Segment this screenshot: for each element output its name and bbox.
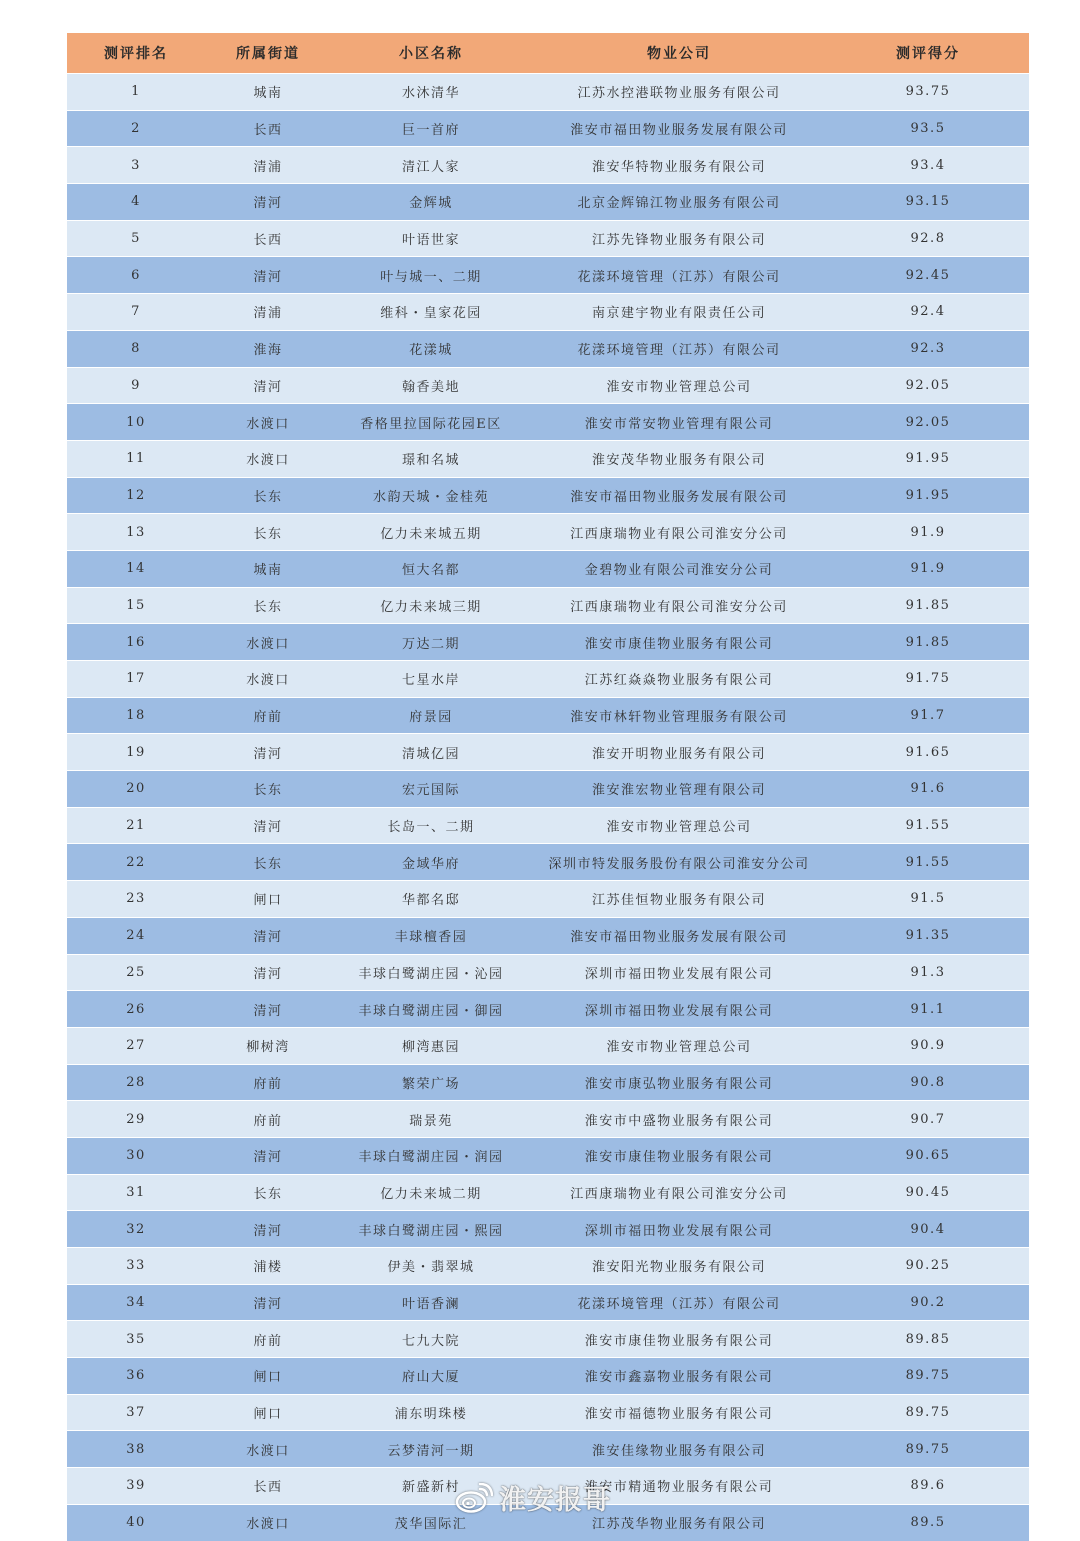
cell-company: 江苏先锋物业服务有限公司 (531, 220, 827, 257)
cell-street: 清河 (205, 1137, 331, 1174)
cell-street: 长东 (205, 514, 331, 551)
cell-rank: 17 (67, 661, 205, 698)
cell-rank: 14 (67, 550, 205, 587)
cell-rank: 24 (67, 917, 205, 954)
cell-company: 淮安市康弘物业服务有限公司 (531, 1064, 827, 1101)
cell-company: 金碧物业有限公司淮安分公司 (531, 550, 827, 587)
table-row (67, 330, 1029, 367)
table-row (67, 661, 1029, 698)
cell-score: 90.2 (827, 1284, 1029, 1321)
cell-street: 长东 (205, 771, 331, 808)
cell-rank: 11 (67, 440, 205, 477)
table-row (67, 1137, 1029, 1174)
table-row (67, 1211, 1029, 1248)
cell-street: 清河 (205, 1211, 331, 1248)
cell-street: 长东 (205, 1174, 331, 1211)
cell-company: 淮安佳缘物业服务有限公司 (531, 1431, 827, 1468)
cell-score: 93.4 (827, 147, 1029, 184)
cell-street: 水渡口 (205, 440, 331, 477)
cell-rank: 31 (67, 1174, 205, 1211)
cell-score: 90.25 (827, 1248, 1029, 1285)
cell-community: 叶语香澜 (331, 1284, 531, 1321)
cell-street: 府前 (205, 1321, 331, 1358)
cell-company: 花漾环境管理（江苏）有限公司 (531, 257, 827, 294)
cell-score: 91.35 (827, 917, 1029, 954)
cell-community: 巨一首府 (331, 110, 531, 147)
cell-company: 淮安市鑫嘉物业服务有限公司 (531, 1358, 827, 1395)
cell-street: 清河 (205, 184, 331, 221)
cell-street: 长西 (205, 1468, 331, 1505)
cell-street: 长东 (205, 844, 331, 881)
cell-company: 淮安市福田物业服务发展有限公司 (531, 917, 827, 954)
cell-company: 江苏水控港联物业服务有限公司 (531, 74, 827, 111)
cell-street: 水渡口 (205, 624, 331, 661)
cell-street: 清河 (205, 734, 331, 771)
cell-rank: 4 (67, 184, 205, 221)
cell-company: 北京金辉锦江物业服务有限公司 (531, 184, 827, 221)
cell-rank: 8 (67, 330, 205, 367)
cell-street: 府前 (205, 1064, 331, 1101)
cell-community: 亿力未来城三期 (331, 587, 531, 624)
cell-score: 93.5 (827, 110, 1029, 147)
cell-company: 淮安淮宏物业管理有限公司 (531, 771, 827, 808)
cell-street: 闸口 (205, 881, 331, 918)
cell-rank: 15 (67, 587, 205, 624)
cell-community: 府山大厦 (331, 1358, 531, 1395)
table-row (67, 844, 1029, 881)
cell-street: 闸口 (205, 1394, 331, 1431)
cell-company: 江西康瑞物业有限公司淮安分公司 (531, 1174, 827, 1211)
cell-community: 恒大名都 (331, 550, 531, 587)
cell-community: 七九大院 (331, 1321, 531, 1358)
cell-score: 92.05 (827, 367, 1029, 404)
cell-company: 深圳市福田物业发展有限公司 (531, 991, 827, 1028)
table-header-row (67, 33, 1029, 74)
cell-score: 91.85 (827, 624, 1029, 661)
cell-community: 繁荣广场 (331, 1064, 531, 1101)
cell-score: 91.6 (827, 771, 1029, 808)
table-row (67, 771, 1029, 808)
cell-community: 柳湾惠园 (331, 1027, 531, 1064)
cell-rank: 30 (67, 1137, 205, 1174)
cell-rank: 6 (67, 257, 205, 294)
cell-company: 淮安市福德物业服务有限公司 (531, 1394, 827, 1431)
cell-company: 淮安市福田物业服务发展有限公司 (531, 477, 827, 514)
table-row (67, 1468, 1029, 1505)
cell-community: 新盛新村 (331, 1468, 531, 1505)
cell-rank: 19 (67, 734, 205, 771)
cell-street: 清河 (205, 991, 331, 1028)
cell-rank: 3 (67, 147, 205, 184)
cell-rank: 26 (67, 991, 205, 1028)
cell-community: 府景园 (331, 697, 531, 734)
cell-community: 丰球白鹭湖庄园・沁园 (331, 954, 531, 991)
cell-company: 江苏佳恒物业服务有限公司 (531, 881, 827, 918)
cell-company: 南京建宇物业有限责任公司 (531, 294, 827, 331)
cell-rank: 10 (67, 404, 205, 441)
cell-score: 91.75 (827, 661, 1029, 698)
header-street: 所属街道 (205, 33, 331, 74)
cell-score: 89.75 (827, 1394, 1029, 1431)
table-row (67, 440, 1029, 477)
cell-community: 丰球白鹭湖庄园・润园 (331, 1137, 531, 1174)
cell-score: 91.95 (827, 477, 1029, 514)
cell-rank: 35 (67, 1321, 205, 1358)
cell-street: 淮海 (205, 330, 331, 367)
table-row (67, 881, 1029, 918)
cell-community: 维科・皇家花园 (331, 294, 531, 331)
cell-community: 丰球白鹭湖庄园・熙园 (331, 1211, 531, 1248)
cell-street: 清河 (205, 1284, 331, 1321)
cell-rank: 22 (67, 844, 205, 881)
cell-company: 淮安市康佳物业服务有限公司 (531, 1321, 827, 1358)
cell-score: 91.65 (827, 734, 1029, 771)
cell-rank: 16 (67, 624, 205, 661)
table-row (67, 367, 1029, 404)
cell-company: 深圳市福田物业发展有限公司 (531, 1211, 827, 1248)
cell-community: 长岛一、二期 (331, 807, 531, 844)
cell-company: 江苏红焱焱物业服务有限公司 (531, 661, 827, 698)
cell-score: 91.85 (827, 587, 1029, 624)
cell-score: 93.15 (827, 184, 1029, 221)
cell-street: 清浦 (205, 294, 331, 331)
cell-community: 浦东明珠楼 (331, 1394, 531, 1431)
cell-rank: 40 (67, 1504, 205, 1540)
cell-street: 城南 (205, 74, 331, 111)
watermark-text: 淮安报哥 (499, 1485, 611, 1516)
cell-score: 90.4 (827, 1211, 1029, 1248)
table-row (67, 1358, 1029, 1395)
cell-community: 万达二期 (331, 624, 531, 661)
cell-company: 淮安市物业管理总公司 (531, 807, 827, 844)
cell-community: 花漾城 (331, 330, 531, 367)
table-row (67, 1394, 1029, 1431)
cell-street: 清河 (205, 257, 331, 294)
cell-score: 90.7 (827, 1101, 1029, 1138)
cell-score: 91.55 (827, 807, 1029, 844)
cell-street: 水渡口 (205, 1504, 331, 1540)
cell-rank: 5 (67, 220, 205, 257)
ranking-table (67, 33, 1029, 1541)
cell-community: 丰球檀香园 (331, 917, 531, 954)
cell-community: 璟和名城 (331, 440, 531, 477)
cell-street: 浦楼 (205, 1248, 331, 1285)
cell-score: 91.3 (827, 954, 1029, 991)
header-community: 小区名称 (331, 33, 531, 74)
cell-score: 91.95 (827, 440, 1029, 477)
table-row (67, 74, 1029, 111)
cell-community: 水韵天城・金桂苑 (331, 477, 531, 514)
cell-street: 长西 (205, 110, 331, 147)
cell-score: 91.9 (827, 514, 1029, 551)
table-row (67, 1431, 1029, 1468)
table-row (67, 991, 1029, 1028)
cell-score: 90.65 (827, 1137, 1029, 1174)
cell-rank: 13 (67, 514, 205, 551)
cell-rank: 25 (67, 954, 205, 991)
table-row (67, 1064, 1029, 1101)
cell-rank: 37 (67, 1394, 205, 1431)
cell-company: 淮安市福田物业服务发展有限公司 (531, 110, 827, 147)
cell-rank: 36 (67, 1358, 205, 1395)
cell-community: 清江人家 (331, 147, 531, 184)
cell-rank: 23 (67, 881, 205, 918)
header-rank: 测评排名 (67, 33, 205, 74)
cell-rank: 32 (67, 1211, 205, 1248)
cell-street: 清浦 (205, 147, 331, 184)
cell-street: 长东 (205, 477, 331, 514)
cell-company: 深圳市特发服务股份有限公司淮安分公司 (531, 844, 827, 881)
table-body (67, 74, 1029, 1541)
table-row (67, 550, 1029, 587)
cell-company: 淮安阳光物业服务有限公司 (531, 1248, 827, 1285)
cell-community: 水沐清华 (331, 74, 531, 111)
cell-community: 香格里拉国际花园E区 (331, 404, 531, 441)
cell-score: 91.9 (827, 550, 1029, 587)
cell-rank: 2 (67, 110, 205, 147)
cell-street: 水渡口 (205, 661, 331, 698)
table-row (67, 147, 1029, 184)
cell-company: 淮安市精通物业服务有限公司 (531, 1468, 827, 1505)
cell-company: 淮安市康佳物业服务有限公司 (531, 1137, 827, 1174)
cell-score: 92.3 (827, 330, 1029, 367)
ranking-sheet (67, 33, 1029, 1541)
cell-company: 淮安开明物业服务有限公司 (531, 734, 827, 771)
cell-score: 92.45 (827, 257, 1029, 294)
cell-score: 91.5 (827, 881, 1029, 918)
header-score: 测评得分 (827, 33, 1029, 74)
cell-street: 府前 (205, 697, 331, 734)
cell-rank: 33 (67, 1248, 205, 1285)
cell-rank: 20 (67, 771, 205, 808)
cell-score: 89.75 (827, 1358, 1029, 1395)
table-row (67, 514, 1029, 551)
cell-company: 江苏茂华物业服务有限公司 (531, 1504, 827, 1540)
cell-company: 淮安市中盛物业服务有限公司 (531, 1101, 827, 1138)
table-row (67, 1248, 1029, 1285)
cell-street: 清河 (205, 917, 331, 954)
cell-street: 水渡口 (205, 404, 331, 441)
cell-community: 亿力未来城五期 (331, 514, 531, 551)
table-row (67, 734, 1029, 771)
cell-street: 闸口 (205, 1358, 331, 1395)
cell-score: 93.75 (827, 74, 1029, 111)
table-row (67, 1321, 1029, 1358)
cell-street: 柳树湾 (205, 1027, 331, 1064)
cell-rank: 1 (67, 74, 205, 111)
cell-community: 宏元国际 (331, 771, 531, 808)
cell-company: 花漾环境管理（江苏）有限公司 (531, 330, 827, 367)
cell-rank: 12 (67, 477, 205, 514)
cell-community: 丰球白鹭湖庄园・御园 (331, 991, 531, 1028)
table-row (67, 1027, 1029, 1064)
cell-community: 瑞景苑 (331, 1101, 531, 1138)
table-row (67, 477, 1029, 514)
cell-community: 金辉城 (331, 184, 531, 221)
cell-rank: 28 (67, 1064, 205, 1101)
table-row (67, 1504, 1029, 1540)
cell-company: 江西康瑞物业有限公司淮安分公司 (531, 587, 827, 624)
cell-score: 92.05 (827, 404, 1029, 441)
cell-score: 89.85 (827, 1321, 1029, 1358)
cell-community: 亿力未来城二期 (331, 1174, 531, 1211)
cell-score: 90.8 (827, 1064, 1029, 1101)
cell-company: 淮安市康佳物业服务有限公司 (531, 624, 827, 661)
cell-score: 90.9 (827, 1027, 1029, 1064)
cell-street: 长东 (205, 587, 331, 624)
cell-street: 府前 (205, 1101, 331, 1138)
table-row (67, 257, 1029, 294)
cell-rank: 29 (67, 1101, 205, 1138)
table-row (67, 404, 1029, 441)
table-row (67, 1101, 1029, 1138)
cell-community: 伊美・翡翠城 (331, 1248, 531, 1285)
cell-street: 长西 (205, 220, 331, 257)
cell-company: 江西康瑞物业有限公司淮安分公司 (531, 514, 827, 551)
cell-rank: 21 (67, 807, 205, 844)
cell-score: 89.5 (827, 1504, 1029, 1540)
cell-community: 金域华府 (331, 844, 531, 881)
cell-score: 90.45 (827, 1174, 1029, 1211)
table-row (67, 917, 1029, 954)
cell-score: 91.55 (827, 844, 1029, 881)
table-row (67, 1174, 1029, 1211)
cell-company: 花漾环境管理（江苏）有限公司 (531, 1284, 827, 1321)
table-row (67, 587, 1029, 624)
table-row (67, 807, 1029, 844)
cell-community: 翰香美地 (331, 367, 531, 404)
table-row (67, 110, 1029, 147)
cell-community: 七星水岸 (331, 661, 531, 698)
cell-score: 89.75 (827, 1431, 1029, 1468)
cell-street: 清河 (205, 367, 331, 404)
cell-rank: 18 (67, 697, 205, 734)
cell-rank: 38 (67, 1431, 205, 1468)
cell-street: 清河 (205, 954, 331, 991)
cell-company: 淮安市林轩物业管理服务有限公司 (531, 697, 827, 734)
cell-rank: 39 (67, 1468, 205, 1505)
cell-score: 91.1 (827, 991, 1029, 1028)
cell-community: 叶语世家 (331, 220, 531, 257)
table-row (67, 184, 1029, 221)
cell-company: 淮安茂华物业服务有限公司 (531, 440, 827, 477)
cell-score: 92.4 (827, 294, 1029, 331)
cell-rank: 7 (67, 294, 205, 331)
header-company: 物业公司 (531, 33, 827, 74)
cell-rank: 27 (67, 1027, 205, 1064)
table-row (67, 624, 1029, 661)
cell-community: 叶与城一、二期 (331, 257, 531, 294)
cell-community: 云梦清河一期 (331, 1431, 531, 1468)
cell-community: 茂华国际汇 (331, 1504, 531, 1540)
cell-community: 华都名邸 (331, 881, 531, 918)
cell-company: 淮安市常安物业管理有限公司 (531, 404, 827, 441)
table-row (67, 697, 1029, 734)
cell-score: 92.8 (827, 220, 1029, 257)
table-row (67, 1284, 1029, 1321)
cell-street: 城南 (205, 550, 331, 587)
cell-street: 清河 (205, 807, 331, 844)
cell-company: 淮安市物业管理总公司 (531, 1027, 827, 1064)
cell-score: 91.7 (827, 697, 1029, 734)
cell-company: 淮安华特物业服务有限公司 (531, 147, 827, 184)
table-row (67, 954, 1029, 991)
cell-street: 水渡口 (205, 1431, 331, 1468)
cell-rank: 34 (67, 1284, 205, 1321)
cell-rank: 9 (67, 367, 205, 404)
cell-score: 89.6 (827, 1468, 1029, 1505)
table-row (67, 294, 1029, 331)
cell-community: 清城亿园 (331, 734, 531, 771)
table-row (67, 220, 1029, 257)
cell-company: 淮安市物业管理总公司 (531, 367, 827, 404)
cell-company: 深圳市福田物业发展有限公司 (531, 954, 827, 991)
